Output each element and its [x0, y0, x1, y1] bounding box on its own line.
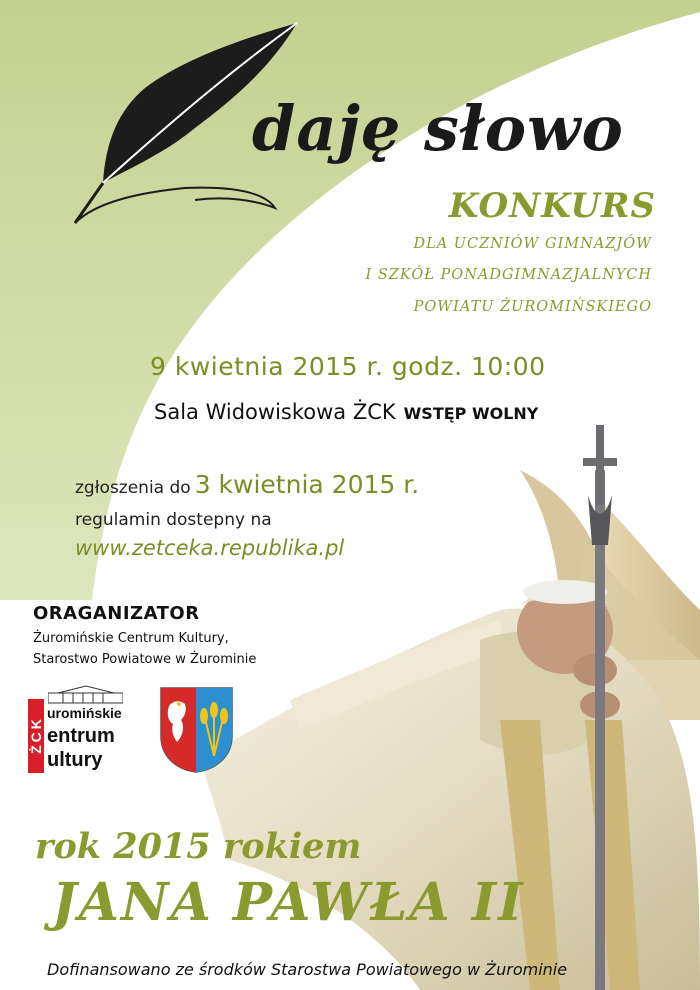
- footer-funding: Dofinansowano ze środków Starostwa Powiatowego w Żurominie: [47, 960, 568, 979]
- entry-free: WSTĘP WOLNY: [403, 404, 539, 423]
- county-coat-of-arms: [159, 686, 234, 774]
- registration-prefix: zgłoszenia do: [75, 478, 191, 498]
- logo-vertical-text: ŻCK: [28, 716, 44, 754]
- organizer-heading: ORAGANIZATOR: [33, 603, 200, 624]
- subtitle-line-1: DLA UCZNIÓW GIMNAZJÓW: [413, 236, 652, 252]
- venue-name: Sala Widowiskowa ŻCK: [154, 400, 396, 424]
- year-name: JANA PAWŁA II: [52, 872, 525, 933]
- organizer-line-1: Żuromińskie Centrum Kultury,: [33, 631, 229, 646]
- contest-heading: KONKURS: [448, 186, 656, 226]
- logo-line-1: uromińskie: [47, 705, 122, 721]
- year-line: rok 2015 rokiem: [35, 826, 362, 867]
- registration-date: 3 kwietnia 2015 r.: [194, 470, 420, 499]
- organizer-line-2: Starostwo Powiatowe w Żurominie: [33, 652, 257, 667]
- poster-title: daję słowo: [252, 92, 624, 165]
- event-date: 9 kwietnia 2015 r. godz. 10:00: [150, 352, 546, 381]
- subtitle-line-2: I SZKÓŁ PONADGIMNAZJALNYCH: [365, 267, 652, 283]
- website-link[interactable]: www.zetceka.republika.pl: [75, 536, 345, 560]
- logo-line-3: ultury: [47, 749, 103, 771]
- subtitle-line-3: POWIATU ŻUROMIŃSKIEGO: [413, 299, 652, 315]
- event-venue: [154, 400, 538, 424]
- zck-logo: [28, 685, 128, 775]
- rules-text: regulamin dostepny na: [75, 510, 272, 530]
- building-icon: [48, 685, 123, 705]
- registration-line: [75, 470, 419, 499]
- logo-line-2: entrum: [47, 725, 115, 747]
